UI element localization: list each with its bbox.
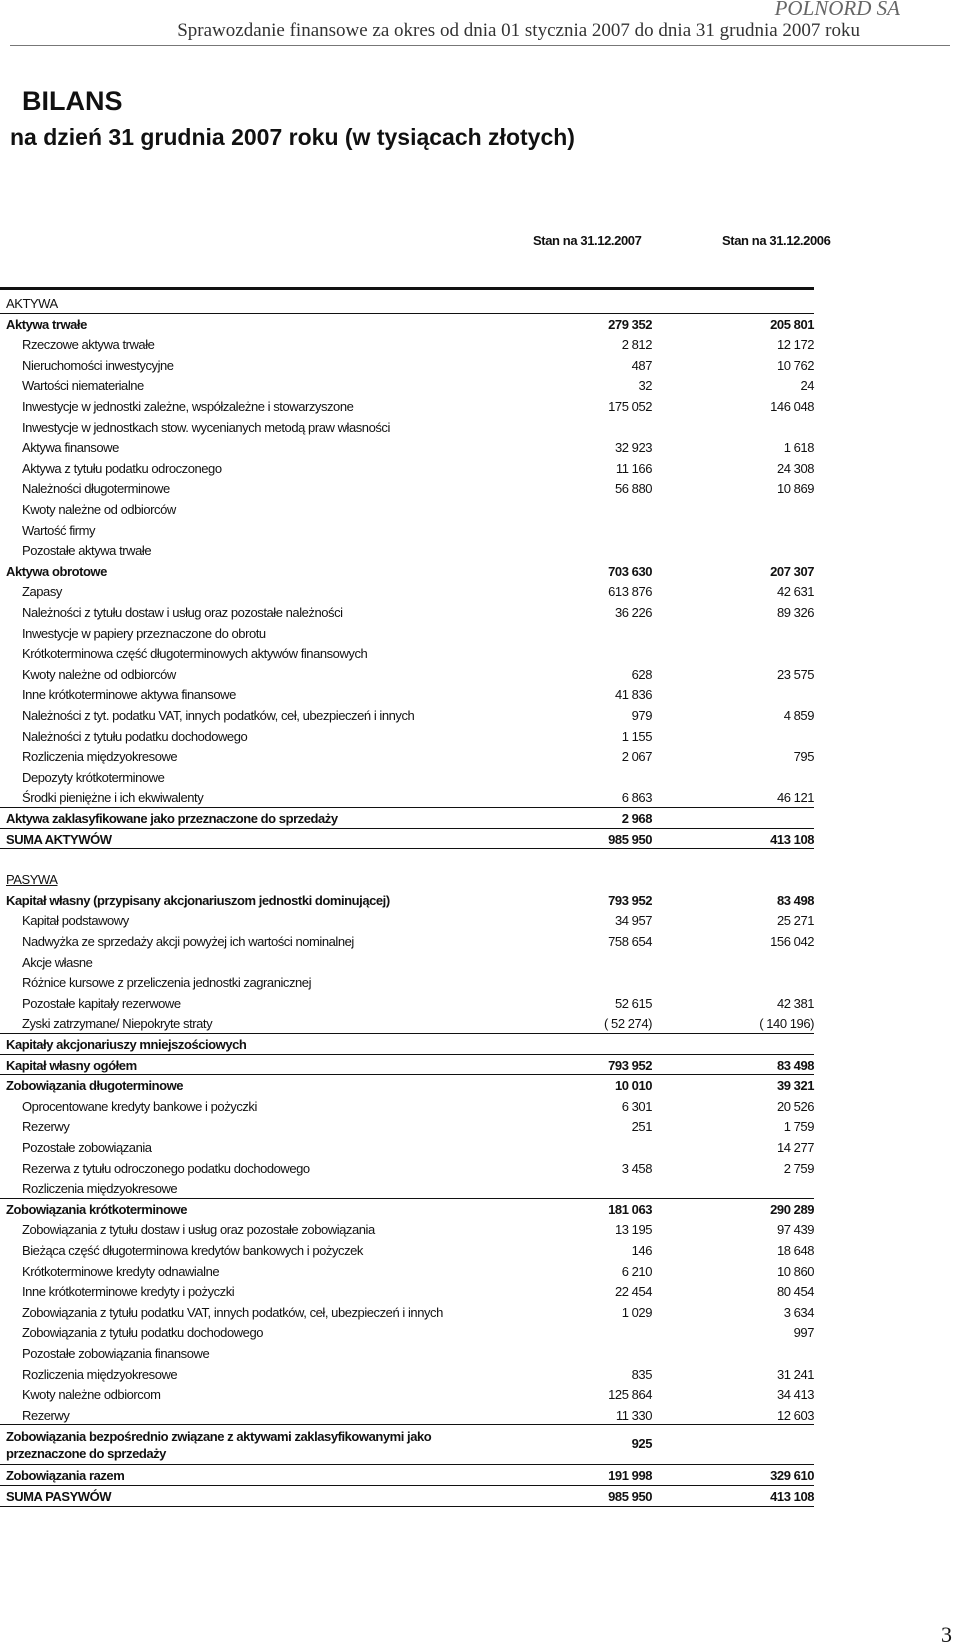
table-row xyxy=(0,1137,820,1157)
page-header xyxy=(0,0,960,50)
value-2007: 175 052 xyxy=(608,399,652,414)
table-row xyxy=(0,1465,820,1485)
row-label: Kwoty należne od odbiorców xyxy=(22,666,176,682)
table-row xyxy=(0,664,820,684)
value-2007: 32 xyxy=(638,378,652,394)
row-label: Kapitał własny (przypisany akcjonariuszom jednostki dominującej) xyxy=(6,892,390,908)
row-label: Aktywa trwałe xyxy=(6,316,87,332)
value-2006: 156 042 xyxy=(770,934,814,949)
value-2007: 125 864 xyxy=(608,1387,652,1403)
value-2007: 32 923 xyxy=(614,440,652,456)
company-name: POLNORD SA xyxy=(774,0,900,20)
row-label: Należności z tytułu dostaw i usług oraz pozostałe należności xyxy=(22,605,343,620)
table-row xyxy=(0,1219,820,1239)
row-label: Bieżąca część długoterminowa kredytów bankowych i pożyczek xyxy=(22,1243,363,1258)
value-2006: 42 631 xyxy=(776,584,814,600)
value-2006: 24 308 xyxy=(776,460,814,476)
value-2006: 89 326 xyxy=(776,605,814,620)
report-subtitle: Sprawozdanie finansowe za okres od dnia 01 stycznia 2007 do dnia 31 grudnia 2007 roku xyxy=(177,20,860,41)
page-number: 3 xyxy=(941,1622,952,1647)
row-label: PASYWA xyxy=(6,872,58,888)
value-2007: 36 226 xyxy=(614,605,652,620)
value-2006: 290 289 xyxy=(770,1201,814,1217)
row-label: Kwoty należne od odbiorców xyxy=(22,502,176,517)
value-2006: 97 439 xyxy=(776,1222,814,1238)
value-2006: 2 759 xyxy=(783,1160,814,1176)
row-label: Nadwyżka ze sprzedaży akcji powyżej ich wartości nominalnej xyxy=(22,934,354,949)
row-label: Rezerwy xyxy=(22,1407,70,1423)
value-2007: 1 029 xyxy=(621,1304,652,1320)
value-2007: 41 836 xyxy=(614,687,652,703)
table-top-rule xyxy=(0,287,814,290)
row-label: Aktywa z tytułu podatku odroczonego xyxy=(22,460,222,476)
value-2007: 628 xyxy=(631,666,652,682)
value-2006: 207 307 xyxy=(770,563,814,579)
value-2006: 34 413 xyxy=(776,1387,814,1403)
value-2006: 46 121 xyxy=(776,790,814,806)
row-label: Rozliczenia międzyokresowe xyxy=(22,1181,178,1197)
table-row xyxy=(0,540,820,560)
row-label: Zyski zatrzymane/ Niepokryte straty xyxy=(22,1016,213,1032)
table-row xyxy=(0,1178,820,1198)
table-row xyxy=(0,808,820,828)
value-2006: 12 603 xyxy=(776,1407,814,1423)
table-row xyxy=(0,417,820,437)
row-label: Rozliczenia międzyokresowe xyxy=(22,1366,178,1382)
value-2006: 10 869 xyxy=(776,481,814,497)
row-label: Wartość firmy xyxy=(22,522,96,538)
value-2006: 205 801 xyxy=(770,316,814,332)
table-row xyxy=(0,931,820,951)
value-2007: 251 xyxy=(631,1119,652,1135)
value-2007: 34 957 xyxy=(614,913,652,929)
table-row xyxy=(0,787,820,807)
row-label: Aktywa finansowe xyxy=(22,440,119,456)
value-2006: 1 618 xyxy=(783,440,814,456)
value-2007: 6 301 xyxy=(621,1098,652,1114)
table-row xyxy=(0,952,820,972)
table-row xyxy=(0,972,820,992)
value-2006: 1 759 xyxy=(783,1119,814,1135)
table-row xyxy=(0,396,820,416)
value-2006: 413 108 xyxy=(770,1489,814,1504)
value-2007: 6 863 xyxy=(621,790,652,806)
row-label: Kwoty należne odbiorcom xyxy=(22,1387,161,1403)
table-row xyxy=(0,746,820,766)
table-row xyxy=(0,1486,820,1506)
table-row xyxy=(0,1322,820,1342)
table-row xyxy=(0,1055,820,1075)
table-row xyxy=(0,1364,820,1384)
row-label: Zobowiązania długoterminowe xyxy=(6,1078,184,1094)
table-row xyxy=(0,829,820,849)
table-row xyxy=(0,1302,820,1322)
row-label: Pozostałe aktywa trwałe xyxy=(22,543,152,559)
table-row xyxy=(0,1281,820,1301)
value-2007: 52 615 xyxy=(614,995,652,1011)
value-2006: 24 xyxy=(800,378,814,394)
value-2007: 703 630 xyxy=(608,563,652,579)
table-row xyxy=(0,355,820,375)
row-label-line2: przeznaczone do sprzedaży xyxy=(6,1446,166,1462)
table-row xyxy=(0,1240,820,1260)
value-2006: 329 610 xyxy=(770,1468,814,1484)
row-label: Należności z tytułu podatku dochodowego xyxy=(22,728,248,744)
table-row xyxy=(0,1343,820,1363)
row-label: AKTYWA xyxy=(6,296,58,311)
value-2007: 279 352 xyxy=(608,316,652,332)
value-2006: 42 381 xyxy=(776,995,814,1011)
row-label: Rezerwa z tytułu odroczonego podatku dochodowego xyxy=(22,1160,310,1176)
value-2006: 12 172 xyxy=(776,337,814,353)
row-label: Należności z tyt. podatku VAT, innych podatków, ceł, ubezpieczeń i innych xyxy=(22,708,415,723)
value-2007: 2 067 xyxy=(621,749,652,765)
value-2007: 925 xyxy=(631,1436,652,1452)
value-2007: 985 950 xyxy=(608,1489,652,1504)
row-label: Zobowiązania razem xyxy=(6,1468,125,1484)
value-2007: 22 454 xyxy=(614,1284,652,1300)
row-label: Inwestycje w jednostkach stow. wycenianych metodą praw własności xyxy=(22,419,390,435)
value-2007: 10 010 xyxy=(614,1078,652,1094)
value-2007: 13 195 xyxy=(614,1222,652,1238)
row-label: Rzeczowe aktywa trwałe xyxy=(22,337,155,353)
row-label: Nieruchomości inwestycyjne xyxy=(22,357,174,373)
row-label: Krótkoterminowa część długoterminowych aktywów finansowych xyxy=(22,646,368,662)
column-header-2007: Stan na 31.12.2007 xyxy=(533,233,642,248)
table-row xyxy=(0,684,820,704)
row-label-line1: Zobowiązania bezpośrednio związane z aktywami zaklasyfikowanymi jako xyxy=(6,1429,432,1445)
table-row xyxy=(0,993,820,1013)
table-row xyxy=(0,581,820,601)
row-label: Zobowiązania z tytułu dostaw i usług oraz pozostałe zobowiązania xyxy=(22,1222,375,1238)
table-row xyxy=(0,1199,820,1219)
value-2007: ( 52 274) xyxy=(604,1016,652,1032)
row-label: Pozostałe zobowiązania finansowe xyxy=(22,1346,210,1361)
row-label: Rezerwy xyxy=(22,1119,70,1135)
table-row xyxy=(0,478,820,498)
table-row xyxy=(0,1075,820,1095)
row-label: Inwestycje w papiery przeznaczone do obrotu xyxy=(22,625,266,641)
row-label: Zobowiązania z tytułu podatku VAT, innych podatków, ceł, ubezpieczeń i innych xyxy=(22,1304,443,1320)
row-label: Krótkoterminowe kredyty odnawialne xyxy=(22,1263,220,1279)
row-label: Pozostałe kapitały rezerwowe xyxy=(22,995,181,1011)
row-label: Depozyty krótkoterminowe xyxy=(22,769,165,785)
page-subtitle: na dzień 31 grudnia 2007 roku (w tysiącach złotych) xyxy=(10,124,575,150)
table-row xyxy=(0,602,820,622)
value-2007: 487 xyxy=(631,357,652,373)
value-2006: 10 860 xyxy=(776,1263,814,1279)
row-label: SUMA AKTYWÓW xyxy=(6,831,112,847)
value-2007: 181 063 xyxy=(608,1201,652,1217)
row-label: Wartości niematerialne xyxy=(22,378,144,394)
table-row xyxy=(0,910,820,930)
value-2006: 25 271 xyxy=(776,913,814,929)
table-row xyxy=(0,1384,820,1404)
table-row xyxy=(0,334,820,354)
row-label: Zobowiązania krótkoterminowe xyxy=(6,1201,187,1217)
row-label: Pozostałe zobowiązania xyxy=(22,1140,152,1155)
row-label: Inne krótkoterminowe aktywa finansowe xyxy=(22,687,236,703)
value-2006: 18 648 xyxy=(776,1243,814,1258)
row-separator xyxy=(0,848,814,849)
column-header-2006: Stan na 31.12.2006 xyxy=(722,233,831,248)
value-2006: ( 140 196) xyxy=(759,1016,814,1032)
row-label: Oprocentowane kredyty bankowe i pożyczki xyxy=(22,1098,257,1114)
row-label: Należności długoterminowe xyxy=(22,481,170,497)
row-label: Aktywa obrotowe xyxy=(6,563,107,579)
table-row xyxy=(0,623,820,643)
table-row xyxy=(0,458,820,478)
table-row xyxy=(0,705,820,725)
table-row xyxy=(0,293,820,313)
value-2007: 6 210 xyxy=(621,1263,652,1279)
table-row xyxy=(0,314,820,334)
value-2006: 23 575 xyxy=(776,666,814,682)
table-row xyxy=(0,1116,820,1136)
value-2006: 39 321 xyxy=(776,1078,814,1094)
value-2007: 3 458 xyxy=(621,1160,652,1176)
table-row xyxy=(0,375,820,395)
row-label: Kapitał własny ogółem xyxy=(6,1057,137,1073)
row-label: Akcje własne xyxy=(22,954,93,970)
value-2007: 146 xyxy=(631,1243,652,1258)
row-label: Aktywa zaklasyfikowane jako przeznaczone do sprzedaży xyxy=(6,811,338,826)
table-row xyxy=(0,437,820,457)
value-2006: 20 526 xyxy=(776,1098,814,1114)
value-2007: 793 952 xyxy=(608,892,652,908)
value-2007: 2 968 xyxy=(621,811,652,826)
header-rule xyxy=(10,45,950,46)
table-row xyxy=(0,1158,820,1178)
table-row xyxy=(0,726,820,746)
table-row xyxy=(0,767,820,787)
row-label: Inne krótkoterminowe kredyty i pożyczki xyxy=(22,1284,235,1300)
table-row xyxy=(0,1261,820,1281)
table-row xyxy=(0,561,820,581)
value-2007: 191 998 xyxy=(608,1468,652,1484)
table-row xyxy=(0,643,820,663)
value-2006: 3 634 xyxy=(783,1304,814,1320)
value-2007: 835 xyxy=(631,1366,652,1382)
value-2006: 14 277 xyxy=(776,1140,814,1155)
table-row xyxy=(0,520,820,540)
table-row xyxy=(0,869,820,889)
value-2006: 31 241 xyxy=(776,1366,814,1382)
value-2007: 1 155 xyxy=(621,728,652,744)
page-title: BILANS xyxy=(22,86,123,116)
value-2006: 80 454 xyxy=(776,1284,814,1300)
table-row xyxy=(0,1405,820,1425)
value-2006: 4 859 xyxy=(783,708,814,723)
row-label: Kapitały akcjonariuszy mniejszościowych xyxy=(6,1037,247,1052)
value-2007: 979 xyxy=(631,708,652,723)
row-label: Różnice kursowe z przeliczenia jednostki zagranicznej xyxy=(22,975,312,991)
value-2006: 413 108 xyxy=(770,831,814,847)
value-2007: 985 950 xyxy=(608,831,652,847)
table-row xyxy=(0,1013,820,1033)
table-row xyxy=(0,499,820,519)
row-label: Rozliczenia międzyokresowe xyxy=(22,749,178,765)
value-2006: 83 498 xyxy=(776,892,814,908)
row-label: Inwestycje w jednostki zależne, współzależne i stowarzyszone xyxy=(22,399,354,414)
row-label: Kapitał podstawowy xyxy=(22,913,129,929)
value-2007: 11 330 xyxy=(615,1407,652,1423)
value-2007: 56 880 xyxy=(614,481,652,497)
row-label: SUMA PASYWÓW xyxy=(6,1489,112,1504)
value-2006: 83 498 xyxy=(776,1057,814,1073)
value-2007: 11 166 xyxy=(615,460,652,476)
row-separator xyxy=(0,1506,814,1507)
value-2006: 997 xyxy=(793,1325,814,1341)
value-2007: 793 952 xyxy=(608,1057,652,1073)
value-2007: 2 812 xyxy=(621,337,652,353)
row-label: Środki pieniężne i ich ekwiwalenty xyxy=(22,790,204,806)
row-label: Zobowiązania z tytułu podatku dochodowego xyxy=(22,1325,264,1341)
table-row xyxy=(0,1425,820,1463)
value-2006: 146 048 xyxy=(770,399,814,414)
row-label xyxy=(6,1428,431,1462)
value-2007: 613 876 xyxy=(608,584,652,600)
table-row xyxy=(0,1034,820,1054)
table-row xyxy=(0,890,820,910)
value-2006: 10 762 xyxy=(776,357,814,373)
value-2006: 795 xyxy=(793,749,814,765)
table-row xyxy=(0,1096,820,1116)
value-2007: 758 654 xyxy=(608,934,652,949)
row-label: Zapasy xyxy=(22,584,62,600)
